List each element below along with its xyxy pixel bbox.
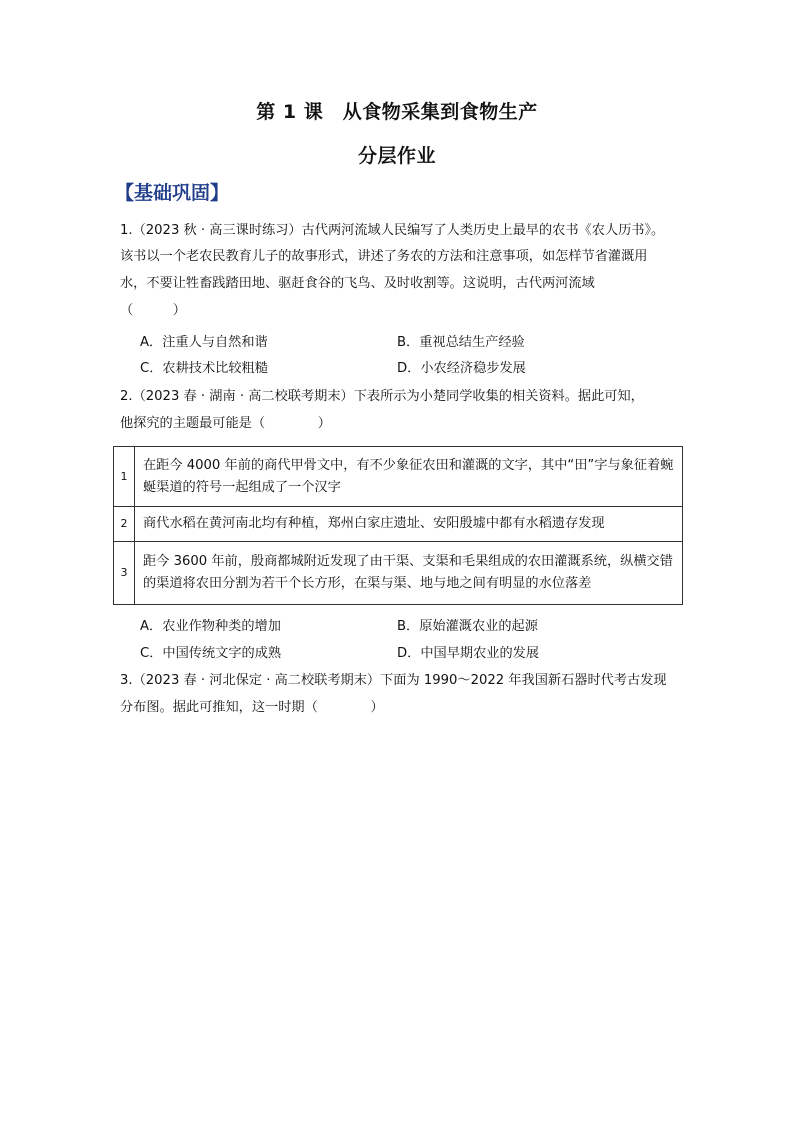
table-row <box>114 507 683 542</box>
question-2-option-a[interactable]: A．农业作物种类的增加 <box>140 619 281 634</box>
question-3-line-1: 3.（2023 春 · 河北保定 · 高二校联考期末）下面为 1990～2022 年我国新石器时代考古发现 <box>120 673 667 688</box>
table-row <box>114 447 683 507</box>
table-row-number: 2 <box>114 507 135 542</box>
lesson-subtitle: 分层作业 <box>357 145 436 167</box>
question-1-line-3: 水，不要让牲畜践踏田地、驱赶食谷的飞鸟、及时收割等。这说明，古代两河流域 <box>120 276 595 291</box>
table-row-number: 3 <box>114 542 135 605</box>
table-row <box>114 542 683 605</box>
table-row-text: 在距今 4000 年前的商代甲骨文中，有不少象征农田和灌溉的文字，其中“田”字与象征着蜿蜒渠道的符号一起组成了一个汉字 <box>135 447 683 507</box>
table-row-number: 1 <box>114 447 135 507</box>
question-2-option-c[interactable]: C．中国传统文字的成熟 <box>140 646 282 661</box>
table-row-text: 距今 3600 年前，殷商都城附近发现了由干渠、支渠和毛果组成的农田灌溉系统，纵横交错的渠道将农田分割为若干个长方形，在渠与渠、地与地之间有明显的水位落差 <box>135 542 683 605</box>
question-2-line-2: 他探究的主题最可能是（ ） <box>120 416 331 431</box>
question-1-line-1: 1.（2023 秋 · 高三课时练习）古代两河流域人民编写了人类历史上最早的农书《农人历书》。 <box>120 223 665 238</box>
question-3-line-2: 分布图。据此可推知，这一时期（ ） <box>120 700 384 715</box>
question-1-option-a[interactable]: A．注重人与自然和谐 <box>140 335 268 350</box>
question-1-option-d[interactable]: D．小农经济稳步发展 <box>397 361 526 376</box>
lesson-title: 第 1 课 从食物采集到食物生产 <box>256 101 538 123</box>
question-1-line-2: 该书以一个老农民教育儿子的故事形式，讲述了务农的方法和注意事项，如怎样节省灌溉用 <box>120 249 648 264</box>
section-heading-basic: 【基础巩固】 <box>115 182 230 204</box>
question-1-option-b[interactable]: B．重视总结生产经验 <box>397 335 525 350</box>
question-1-line-4: （ ） <box>120 303 186 318</box>
table-row-text: 商代水稻在黄河南北均有种植，郑州白家庄遗址、安阳殷墟中都有水稻遗存发现 <box>135 507 683 542</box>
question-2-option-b[interactable]: B．原始灌溉农业的起源 <box>397 619 538 634</box>
question-1-option-c[interactable]: C．农耕技术比较粗糙 <box>140 361 268 376</box>
question-2-table <box>113 446 683 605</box>
question-2-line-1: 2.（2023 春 · 湖南 · 高二校联考期末）下表所示为小楚同学收集的相关资料。据此可知， <box>120 389 644 404</box>
question-2-option-d[interactable]: D．中国早期农业的发展 <box>397 646 540 661</box>
